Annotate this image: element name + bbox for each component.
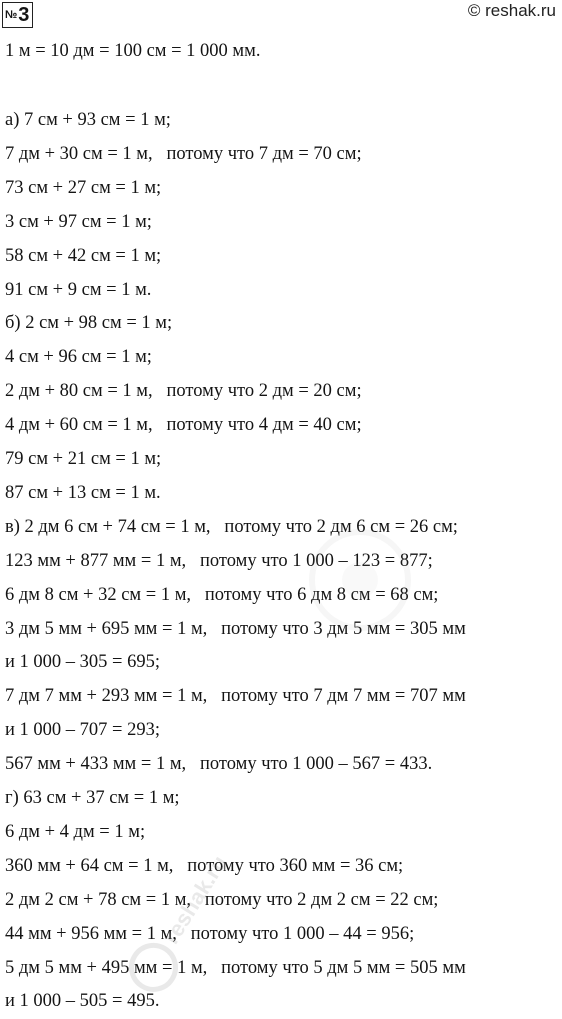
text-line: 6 дм 8 см + 32 см = 1 м, потому что 6 дм 8 см = 68 см; [5, 584, 439, 605]
text-line: 7 дм + 30 см = 1 м, потому что 7 дм = 70 см; [5, 143, 362, 164]
text-line: 3 дм 5 мм + 695 мм = 1 м, потому что 3 дм 5 мм = 305 мм [5, 618, 466, 639]
site-copyright: © reshak.ru [467, 1, 556, 20]
text-line: 91 см + 9 см = 1 м. [5, 279, 152, 300]
text-line: 44 мм + 956 мм = 1 м, потому что 1 000 – 44 = 956; [5, 923, 415, 944]
text-line: а) 7 см + 93 см = 1 м; [5, 110, 171, 130]
text-line: б) 2 см + 98 см = 1 м; [5, 313, 173, 334]
text-line: и 1 000 – 305 = 695; [5, 652, 160, 673]
text-line: 73 см + 27 см = 1 м; [5, 177, 162, 198]
text-line: 360 мм + 64 см = 1 м, потому что 360 мм = 36 см; [5, 855, 404, 876]
text-line: 58 см + 42 см = 1 м; [5, 245, 162, 266]
text-line: г) 63 см + 37 см = 1 м; [5, 788, 180, 808]
text-line: 4 см + 96 см = 1 м; [5, 347, 152, 368]
text-line: 1 м = 10 дм = 100 см = 1 000 мм. [5, 41, 261, 61]
text-line: 6 дм + 4 дм = 1 м; [5, 821, 146, 842]
text-line: 567 мм + 433 мм = 1 м, потому что 1 000 – 567 = 433. [5, 754, 433, 775]
number-sign: № [5, 9, 18, 21]
text-line: и 1 000 – 707 = 293; [5, 720, 160, 741]
watermark-text: reshak.ru [158, 851, 233, 949]
text-line: 3 см + 97 см = 1 м; [5, 211, 152, 232]
text-line: 123 мм + 877 мм = 1 м, потому что 1 000 – 123 = 877; [5, 550, 433, 571]
text-line: 87 см + 13 см = 1 м. [5, 482, 161, 503]
task-number-badge [2, 2, 33, 28]
text-line: 7 дм 7 мм + 293 мм = 1 м, потому что 7 дм 7 мм = 707 мм [5, 686, 466, 707]
text-line: в) 2 дм 6 см + 74 см = 1 м, потому что 2 дм 6 см = 26 см; [5, 516, 458, 537]
text-line: и 1 000 – 505 = 495. [5, 991, 160, 1012]
text-line: 79 см + 21 см = 1 м; [5, 449, 162, 469]
text-line: 2 дм 2 см + 78 см = 1 м, потому что 2 дм 2 см = 22 см; [5, 889, 439, 910]
task-number: 3 [18, 4, 30, 26]
text-line: 5 дм 5 мм + 495 мм = 1 м, потому что 5 дм 5 мм = 505 мм [5, 957, 466, 978]
text-line: 2 дм + 80 см = 1 м, потому что 2 дм = 20 см; [5, 381, 362, 402]
text-line: 4 дм + 60 см = 1 м, потому что 4 дм = 40 см; [5, 415, 362, 436]
